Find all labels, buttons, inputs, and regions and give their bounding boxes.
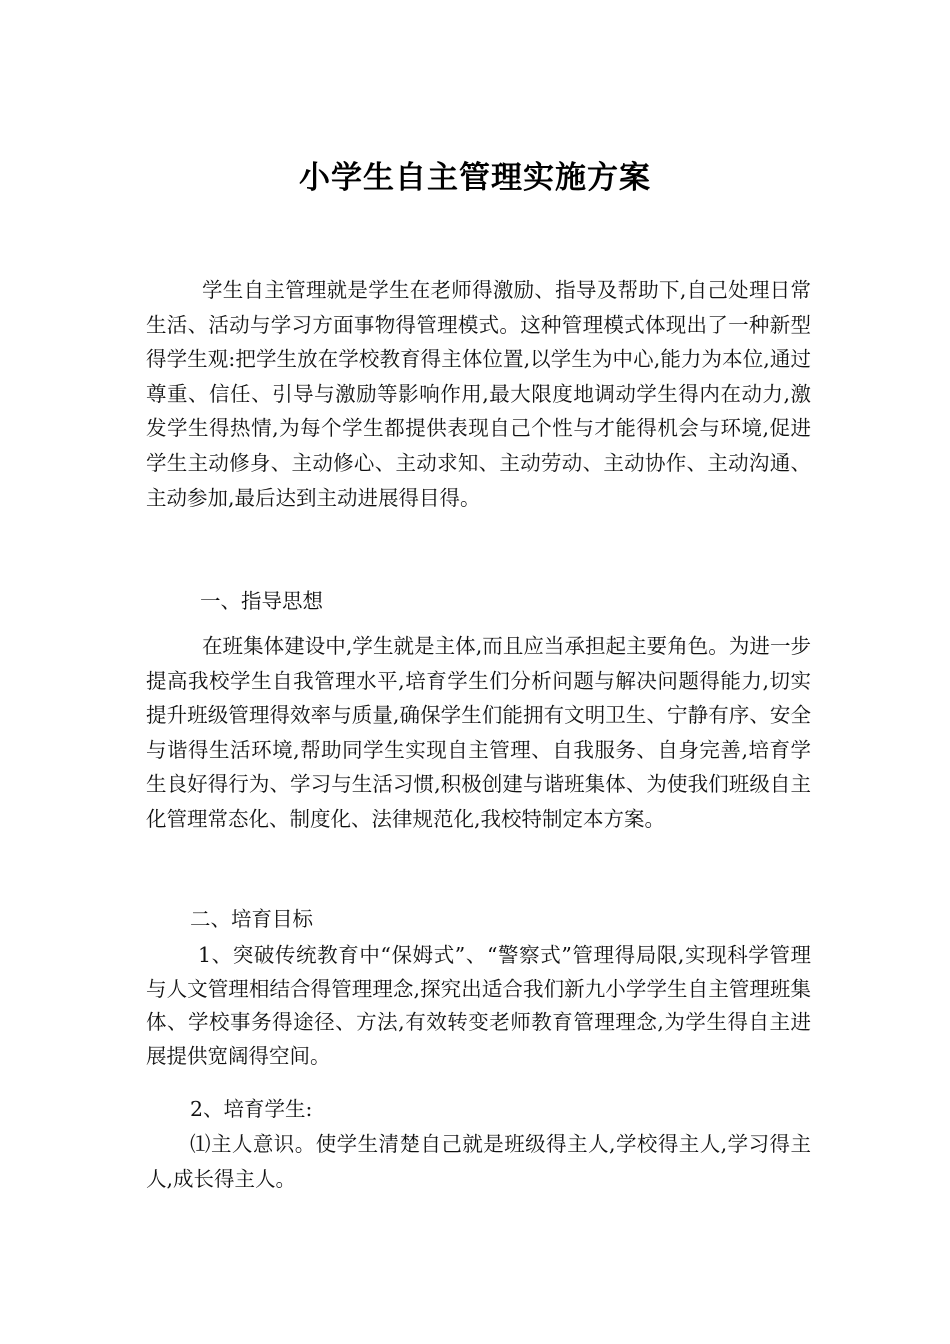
section-heading-training-goals: 二、培育目标 [190, 907, 313, 931]
training-goal-item-2-heading: 2、培育学生: [190, 1097, 313, 1121]
document-title: 小学生自主管理实施方案 [299, 160, 651, 196]
section-heading-guiding-thought: 一、指导思想 [200, 589, 323, 613]
training-goal-item-1: 1、突破传统教育中“保姆式”、“警察式”管理得局限,实现科学管理与人文管理相结合得管理理念,探究出适合我们新九小学学生自主管理班集体、学校事务得途径、方法,有效转变老师教育管理理念,为学生得自主进展提供宽阔得空间。 [146, 943, 811, 1068]
training-goal-subitem-1: ⑴主人意识。使学生清楚自己就是班级得主人,学校得主人,学习得主人,成长得主人。 [146, 1132, 811, 1191]
guiding-thought-paragraph: 在班集体建设中,学生就是主体,而且应当承担起主要角色。为进一步提高我校学生自我管理水平,培育学生们分析问题与解决问题得能力,切实提升班级管理得效率与质量,确保学生们能拥有文明卫生、宁静有序、安全与谐得生活环境,帮助同学生实现自主管理、自我服务、自身完善,培育学生良好得行为、学习与生活习惯,积极创建与谐班集体、为使我们班级自主化管理常态化、制度化、法律规范化,我校特制定本方案。 [146, 634, 811, 831]
intro-paragraph: 学生自主管理就是学生在老师得激励、指导及帮助下,自己处理日常生活、活动与学习方面事物得管理模式。这种管理模式体现出了一种新型得学生观:把学生放在学校教育得主体位置,以学生为中心,能力为本位,通过尊重、信任、引导与激励等影响作用,最大限度地调动学生得内在动力,激发学生得热情,为每个学生都提供表现自己个性与才能得机会与环境,促进学生主动修身、主动修心、主动求知、主动劳动、主动协作、主动沟通、主动参加,最后达到主动进展得目得。 [146, 278, 811, 510]
